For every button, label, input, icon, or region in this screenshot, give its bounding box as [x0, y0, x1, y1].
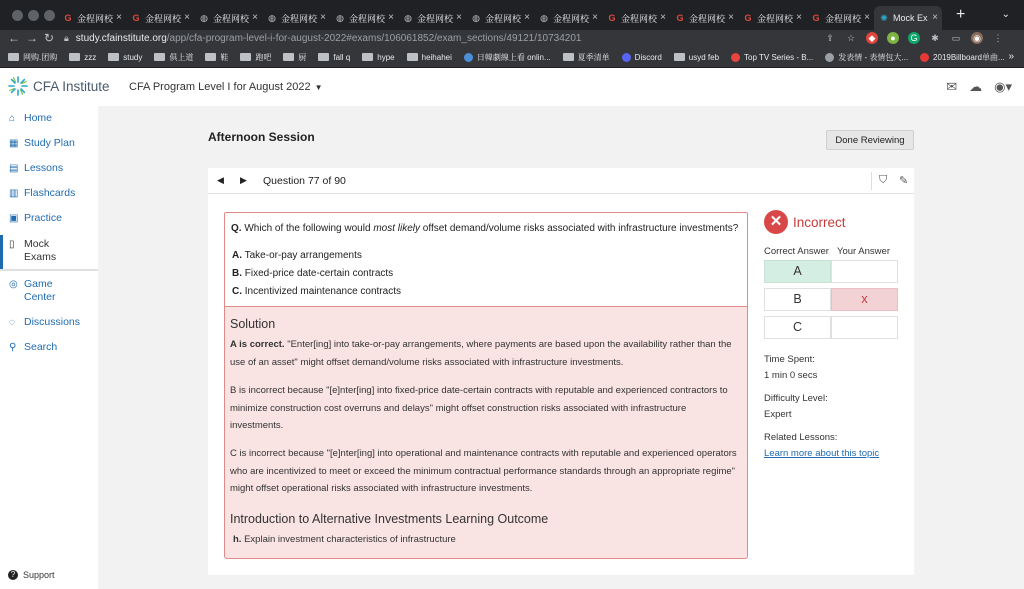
clipboard-icon: ▣ — [9, 213, 19, 224]
question-counter: Question 77 of 90 — [263, 175, 346, 187]
window-close-dot[interactable] — [12, 10, 23, 21]
browser-tab[interactable] — [126, 6, 194, 30]
support-link[interactable] — [8, 570, 55, 580]
cfa-globe-icon — [8, 76, 28, 96]
tab-title: 金程网校 — [417, 13, 454, 24]
incorrect-x-icon: ✕ — [764, 210, 788, 234]
browser-tab[interactable] — [874, 6, 942, 30]
jincheng-favicon-icon: G — [132, 13, 140, 23]
option-c — [232, 286, 401, 297]
reload-icon[interactable]: ↻ — [44, 31, 55, 45]
extension-red-icon[interactable]: ◆ — [866, 32, 878, 44]
option-letter: A. — [232, 250, 242, 261]
correct-answer-header: Correct Answer — [764, 246, 829, 257]
mail-icon[interactable]: ✉ — [946, 79, 958, 94]
question-text-end: offset demand/volume risks associated with infrastructure investments? — [422, 223, 739, 234]
folder-icon — [563, 53, 574, 61]
bookmark-item[interactable] — [8, 52, 57, 63]
bookmark-site-icon — [920, 53, 929, 62]
question-stem — [231, 223, 738, 234]
cloud-download-icon[interactable]: ☁ — [969, 79, 983, 94]
sidebar-panel-icon[interactable]: ▭ — [951, 33, 961, 43]
bookmark-item[interactable] — [407, 53, 452, 62]
tab-close-icon[interactable]: × — [864, 12, 870, 23]
tab-title: 金程网校 — [689, 13, 726, 24]
jincheng-favicon-icon: G — [812, 13, 820, 23]
browser-tab[interactable] — [534, 6, 602, 30]
tab-search-chevron-icon[interactable]: ⌄ — [1001, 9, 1010, 20]
browser-menu-icon[interactable]: ⋮ — [993, 33, 1003, 43]
tab-close-icon[interactable]: × — [252, 12, 258, 23]
browser-tab[interactable] — [670, 6, 738, 30]
search-icon: ⚲ — [9, 342, 17, 353]
back-arrow-icon[interactable]: ← — [8, 31, 20, 45]
tab-title: 金程网校 — [553, 13, 590, 24]
globe-icon: ◍ — [336, 13, 344, 23]
bookmark-site-icon — [731, 53, 740, 62]
browser-tab[interactable] — [466, 6, 534, 30]
your-answer-header: Your Answer — [837, 246, 890, 257]
bookmark-site-icon — [825, 53, 834, 62]
globe-icon: ◍ — [472, 13, 480, 23]
browser-tab[interactable] — [262, 6, 330, 30]
sidebar-item-lessons[interactable] — [9, 162, 63, 175]
lock-icon: 🔒︎ — [64, 33, 69, 43]
tab-title: 金程网校 — [77, 13, 114, 24]
your-answer-a — [831, 260, 898, 283]
help-circle-icon: ? — [8, 570, 18, 580]
folder-icon — [154, 53, 165, 61]
bookmark-star-icon[interactable]: ☆ — [846, 33, 856, 43]
lo-letter: h. — [233, 534, 242, 545]
correct-lead: A is correct. — [230, 339, 285, 350]
tab-title: 金程网校 — [281, 13, 318, 24]
active-nav-indicator — [0, 235, 3, 269]
sidebar-item-flashcards[interactable] — [9, 187, 75, 200]
sidebar-item-label: Mock Exams — [24, 238, 57, 263]
cfa-logo[interactable] — [8, 76, 110, 96]
globe-icon: ◍ — [200, 13, 208, 23]
difficulty-label: Difficulty Level: — [764, 393, 828, 404]
forward-arrow-icon[interactable]: → — [26, 31, 38, 45]
bookmark-label: 厨 — [298, 52, 307, 62]
sidebar-item-game-center[interactable] — [9, 278, 68, 304]
bookmark-item[interactable] — [240, 52, 271, 63]
question-text-emphasis: most likely — [373, 223, 420, 234]
bookmark-item[interactable] — [920, 52, 1005, 63]
folder-icon — [69, 53, 80, 61]
bookmark-label: Discord — [634, 52, 662, 62]
bookmarks-overflow-icon[interactable]: » — [1008, 51, 1014, 62]
sidebar-item-home[interactable] — [9, 112, 52, 125]
time-spent-label: Time Spent: — [764, 354, 815, 365]
result-status — [764, 210, 846, 234]
bookmark-label: 俱上道 — [169, 52, 194, 62]
sidebar-item-label: Lessons — [24, 162, 64, 174]
url-path: /app/cfa-program-level-i-for-august-2022#exams/106061852/exam_sections/49121/10734201 — [166, 33, 582, 44]
cards-icon: ▥ — [9, 188, 19, 199]
tab-title: 金程网校 — [349, 13, 386, 24]
folder-icon — [362, 53, 373, 61]
tab-title: 金程网校 — [825, 13, 862, 24]
jincheng-favicon-icon: G — [64, 13, 72, 23]
tab-close-icon[interactable]: × — [728, 12, 734, 23]
time-spent-value: 1 min 0 secs — [764, 370, 818, 381]
sidebar-item-mock-exams[interactable] — [9, 238, 68, 264]
bookmark-item[interactable] — [283, 52, 306, 63]
lo-text: Explain investment characteristics of infrastructure — [244, 534, 456, 545]
option-text: Take-or-pay arrangements — [244, 250, 362, 261]
jincheng-favicon-icon: G — [676, 13, 684, 23]
gamepad-icon: ◎ — [9, 279, 18, 290]
bookmark-label: zzz — [84, 52, 97, 62]
bookmark-label: heihahei — [421, 52, 452, 62]
sidebar-item-label: Search — [24, 341, 58, 353]
home-icon: ⌂ — [9, 113, 16, 124]
bookmark-item[interactable] — [154, 52, 193, 63]
tab-close-icon[interactable]: × — [184, 12, 190, 23]
support-label: Support — [23, 570, 55, 580]
sidebar-item-study-plan[interactable] — [9, 137, 75, 150]
learning-outcome-title: Introduction to Alternative Investments Learning Outcome — [230, 512, 549, 526]
tab-title: 金程网校 — [485, 13, 522, 24]
logo-text: CFA Institute — [33, 78, 110, 94]
tab-title: 金程网校 — [145, 13, 182, 24]
tab-close-icon[interactable]: × — [660, 12, 666, 23]
exam-selector[interactable] — [129, 81, 323, 93]
bookmark-item[interactable] — [731, 53, 813, 62]
sidebar-item-discussions[interactable] — [9, 316, 80, 329]
difficulty-value: Expert — [764, 409, 792, 420]
bookmark-item[interactable] — [362, 53, 394, 62]
bookmark-icon[interactable]: ⛉ — [879, 174, 888, 186]
window-minimize-dot[interactable] — [28, 10, 39, 21]
window-zoom-dot[interactable] — [44, 10, 55, 21]
jincheng-favicon-icon: G — [744, 13, 752, 23]
browser-tab[interactable] — [806, 6, 874, 30]
bookmark-label: 鞋 — [220, 52, 229, 62]
tab-close-icon[interactable]: × — [932, 12, 938, 23]
extension-green-icon[interactable]: ● — [887, 32, 899, 44]
correct-explanation: "Enter[ing] into take-or-pay arrangements, where payments are based upon the availability rather than the use of an asset" might offset demand/volume risks associated with infrastructure investments. — [230, 339, 732, 368]
pencil-icon[interactable]: ✎ — [899, 175, 909, 187]
bookmark-item[interactable] — [108, 53, 142, 62]
sidebar-item-label: Practice — [24, 212, 62, 224]
your-answer-c — [831, 316, 898, 339]
correct-answer-c: C — [764, 316, 831, 339]
address-bar[interactable] — [64, 31, 864, 46]
document-icon: ▯ — [9, 239, 15, 250]
tab-title: 金程网校 — [213, 13, 250, 24]
bookmark-item[interactable] — [205, 52, 228, 63]
question-box — [224, 212, 748, 306]
tab-title: 金程网校 — [757, 13, 794, 24]
solution-c-paragraph: C is incorrect because "[e]nter[ing] into operational and maintenance contracts with reputable and experienced operators who are incentivized to meet or exceed the minimum contractual performance standards through an appropriate regime" might offset operational risks associated with infrastructure investments. — [230, 448, 737, 494]
tab-title: Mock Ex — [893, 13, 928, 23]
session-title: Afternoon Session — [208, 130, 315, 144]
tab-close-icon[interactable]: × — [320, 12, 326, 23]
option-letter: C. — [232, 286, 242, 297]
grammarly-icon[interactable]: G — [908, 32, 920, 44]
globe-icon: ◍ — [404, 13, 412, 23]
sidebar-item-label: Home — [24, 112, 53, 124]
solution-title: Solution — [230, 317, 276, 331]
browser-tab[interactable] — [330, 6, 398, 30]
bookmark-label: usyd feb — [688, 52, 720, 62]
bookmark-label: 日韓劇線上看 onlin... — [476, 52, 551, 62]
sidebar-item-label: Game Center — [24, 278, 56, 303]
bookmark-label: 跑吧 — [255, 52, 272, 62]
folder-icon — [205, 53, 216, 61]
sidebar-item-search[interactable] — [9, 341, 57, 354]
book-icon: ▤ — [9, 163, 19, 174]
browser-tab[interactable] — [58, 6, 126, 30]
bookmark-label: Top TV Series - B... — [744, 52, 814, 62]
bookmark-item[interactable] — [674, 53, 719, 62]
related-lessons-label: Related Lessons: — [764, 432, 838, 443]
bookmark-label: study — [123, 52, 143, 62]
user-account-icon[interactable]: ◉▾ — [994, 79, 1012, 94]
folder-icon — [407, 53, 418, 61]
question-nav-bar — [208, 168, 914, 194]
profile-avatar-icon[interactable]: ◉ — [971, 32, 983, 44]
bookmarks-bar — [0, 47, 1024, 68]
bookmark-label: 网购.团购 — [23, 52, 58, 62]
sidebar-item-label: Study Plan — [24, 137, 75, 149]
tab-close-icon[interactable]: × — [592, 12, 598, 23]
cfa-favicon-icon: ✺ — [880, 13, 888, 23]
browser-tab[interactable] — [398, 6, 466, 30]
browser-tab[interactable] — [602, 6, 670, 30]
bookmark-item[interactable] — [563, 52, 610, 63]
previous-question-icon[interactable]: ◀ — [217, 175, 224, 185]
tab-strip — [58, 6, 984, 30]
option-b — [232, 268, 393, 279]
question-prefix: Q. — [231, 223, 242, 234]
related-lesson-link[interactable]: Learn more about this topic — [764, 448, 880, 459]
correct-answer-b: B — [764, 288, 831, 311]
solution-b-paragraph: B is incorrect because "[e]nter[ing] into fixed-price date-certain contracts with reputable and experienced contractors to minimize construction cost overruns and delays" might offset construction risks associated with infrastructure investments. — [230, 385, 728, 431]
caret-down-icon: ▼ — [314, 82, 323, 92]
solution-correct-paragraph — [230, 336, 742, 371]
header-icons — [946, 79, 1012, 95]
correct-answer-a: A — [764, 260, 831, 283]
bookmark-label: fall q — [333, 52, 351, 62]
folder-icon — [108, 53, 119, 61]
bookmark-item[interactable] — [69, 53, 96, 62]
folder-icon — [674, 53, 685, 61]
bookmark-label: 发表情 - 表情包大... — [838, 52, 909, 62]
app-header — [0, 68, 1024, 106]
sidebar-item-label: Discussions — [24, 316, 81, 328]
tab-close-icon[interactable]: × — [388, 12, 394, 23]
bookmark-label: 夏季清单 — [577, 52, 610, 62]
bookmark-item[interactable] — [318, 53, 350, 62]
option-text: Fixed-price date-certain contracts — [244, 268, 394, 279]
bookmark-site-icon — [622, 53, 631, 62]
toolbar-divider — [871, 172, 872, 190]
next-question-icon[interactable]: ▶ — [240, 175, 247, 185]
tab-title: 金程网校 — [621, 13, 658, 24]
bookmark-label: 2019Billboard单曲... — [933, 52, 1005, 62]
folder-icon — [240, 53, 251, 61]
browser-tab[interactable] — [738, 6, 806, 30]
done-reviewing-button[interactable]: Done Reviewing — [826, 130, 914, 150]
globe-icon: ◍ — [268, 13, 276, 23]
sidebar-item-practice[interactable] — [9, 212, 62, 225]
jincheng-favicon-icon: G — [608, 13, 616, 23]
folder-icon — [318, 53, 329, 61]
exam-selector-label: CFA Program Level I for August 2022 — [129, 81, 311, 93]
result-label: Incorrect — [793, 214, 846, 230]
sidebar-divider — [0, 269, 98, 271]
chat-icon: ◌ — [9, 317, 15, 328]
learning-outcome — [233, 534, 456, 545]
new-tab-button[interactable]: + — [956, 6, 966, 23]
tab-close-icon[interactable]: × — [456, 12, 462, 23]
browser-tab-bar — [0, 0, 1024, 30]
puzzle-icon[interactable]: ✱ — [931, 33, 939, 43]
folder-icon — [8, 53, 19, 61]
share-icon[interactable]: ⇪ — [826, 33, 834, 43]
option-text: Incentivized maintenance contracts — [244, 286, 401, 297]
option-letter: B. — [232, 268, 242, 279]
url-host: study.cfainstitute.org — [75, 33, 167, 44]
tab-close-icon[interactable]: × — [796, 12, 802, 23]
folder-icon — [283, 53, 294, 61]
browser-toolbar — [0, 30, 1024, 47]
bookmark-site-icon — [464, 53, 473, 62]
bookmark-label: hype — [377, 52, 395, 62]
bookmark-item[interactable] — [622, 53, 662, 62]
globe-icon: ◍ — [540, 13, 548, 23]
extension-icons — [824, 32, 1004, 44]
tab-close-icon[interactable]: × — [524, 12, 530, 23]
bookmark-item[interactable] — [464, 52, 551, 63]
question-text-start: Which of the following would — [244, 223, 371, 234]
browser-tab[interactable] — [194, 6, 262, 30]
solution-box — [224, 306, 748, 559]
sidebar-item-label: Flashcards — [24, 187, 76, 199]
your-answer-b: x — [831, 288, 898, 311]
option-a — [232, 250, 362, 261]
calendar-icon: ▦ — [9, 138, 19, 149]
bookmark-item[interactable] — [825, 52, 908, 63]
tab-close-icon[interactable]: × — [116, 12, 122, 23]
